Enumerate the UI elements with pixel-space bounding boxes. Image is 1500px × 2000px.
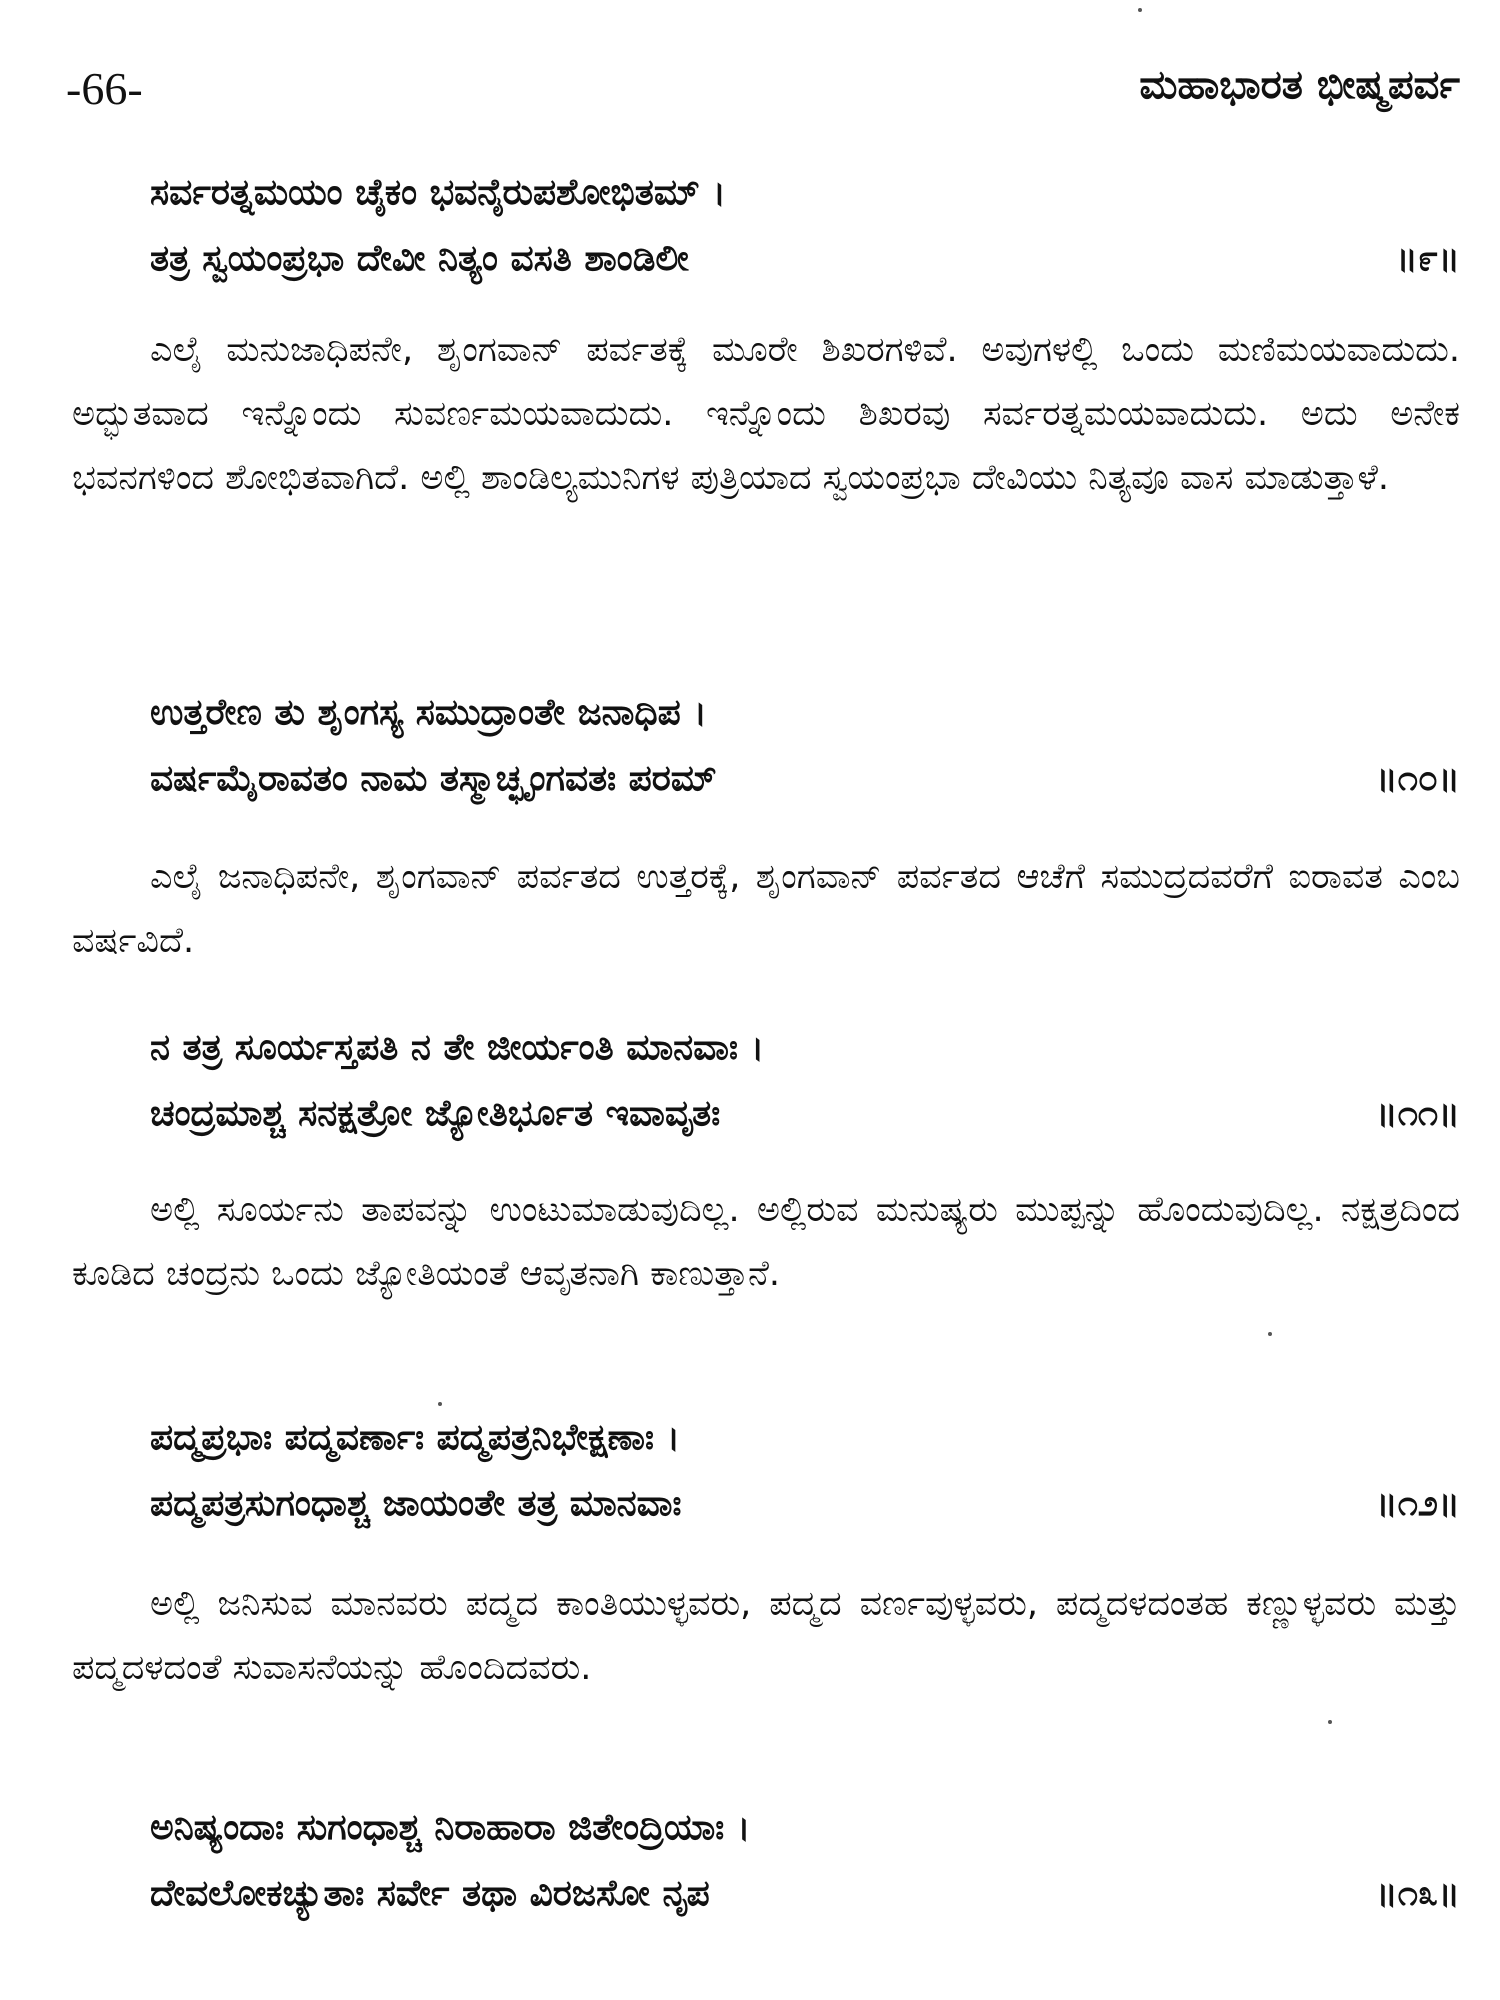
- verse-line: [150, 746, 1460, 812]
- verse-line-text: ಸರ್ವರತ್ನಮಯಂ ಚೈಕಂ ಭವನೈರುಪಶೋಭಿತಮ್ ।: [150, 172, 726, 213]
- verse-line-text: ಚಂದ್ರಮಾಶ್ಚ ಸನಕ್ಷತ್ರೋ ಜ್ಯೋತಿರ್ಭೂತ ಇವಾವೃತಃ: [150, 1093, 721, 1134]
- verse-10: [150, 680, 1460, 812]
- verse-9: [150, 160, 1460, 292]
- scan-speck: [438, 1402, 442, 1406]
- verse-line-text: ಪದ್ಮಪ್ರಭಾಃ ಪದ್ಮವರ್ಣಾಃ ಪದ್ಮಪತ್ರನಿಭೇಕ್ಷಣಾಃ ।: [150, 1417, 681, 1458]
- verse-line-text: ದೇವಲೋಕಚ್ಯುತಾಃ ಸರ್ವೇ ತಥಾ ವಿರಜಸೋ ನೃಪ: [150, 1873, 710, 1914]
- verse-line-text: ಉತ್ತರೇಣ ತು ಶೃಂಗಸ್ಯ ಸಮುದ್ರಾಂತೇ ಜನಾಧಿಪ ।: [150, 692, 707, 733]
- verse-line: [150, 680, 1460, 746]
- commentary-paragraph: ಅಲ್ಲಿ ಸೂರ್ಯನು ತಾಪವನ್ನು ಉಂಟುಮಾಡುವುದಿಲ್ಲ. ಅಲ್ಲಿರುವ ಮನುಷ್ಯರು ಮುಪ್ಪನ್ನು ಹೊಂದುವುದಿಲ್ಲ. ನಕ್ಷತ್ರದಿಂದ ಕೂಡಿದ ಚಂದ್ರನು ಒಂದು ಜ್ಯೋತಿಯಂತೆ ಆವೃತನಾಗಿ ಕಾಣುತ್ತಾನೆ.: [72, 1190, 1460, 1294]
- verse-line-text: ಅನಿಷ್ಯಂದಾಃ ಸುಗಂಧಾಶ್ಚ ನಿರಾಹಾರಾ ಜಿತೇಂದ್ರಿಯಾಃ ।: [150, 1807, 751, 1848]
- verse-line: [150, 1471, 1460, 1537]
- verse-line-text: ತತ್ರ ಸ್ವಯಂಪ್ರಭಾ ದೇವೀ ನಿತ್ಯಂ ವಸತಿ ಶಾಂಡಿಲೀ: [150, 238, 689, 279]
- verse-number: ॥೧೨॥: [1375, 1483, 1460, 1524]
- scan-speck: [1328, 1720, 1332, 1724]
- verse-line: [150, 1861, 1460, 1927]
- verse-number: ॥೯॥: [1395, 238, 1460, 279]
- commentary-paragraph: ಎಲೈ ಮನುಜಾಧಿಪನೇ, ಶೃಂಗವಾನ್ ಪರ್ವತಕ್ಕೆ ಮೂರೇ ಶಿಖರಗಳಿವೆ. ಅವುಗಳಲ್ಲಿ ಒಂದು ಮಣಿಮಯವಾದುದು. ಅದ್ಭುತವಾದ ಇನ್ನೊಂದು ಸುವರ್ಣಮಯವಾದುದು. ಇನ್ನೊಂದು ಶಿಖರವು ಸರ್ವರತ್ನಮಯವಾದುದು. ಅದು ಅನೇಕ ಭವನಗಳಿಂದ ಶೋಭಿತವಾಗಿದೆ. ಅಲ್ಲಿ ಶಾಂಡಿಲ್ಯಮುನಿಗಳ ಪುತ್ರಿಯಾದ ಸ್ವಯಂಪ್ರಭಾ ದೇವಿಯು ನಿತ್ಯವೂ ವಾಸ ಮಾಡುತ್ತಾಳೆ.: [72, 330, 1460, 498]
- verse-line: [150, 226, 1460, 292]
- verse-number: ॥೧೩॥: [1375, 1873, 1460, 1914]
- verse-line: [150, 1795, 1460, 1861]
- page-header: [66, 62, 1460, 122]
- commentary-paragraph: ಅಲ್ಲಿ ಜನಿಸುವ ಮಾನವರು ಪದ್ಮದ ಕಾಂತಿಯುಳ್ಳವರು, ಪದ್ಮದ ವರ್ಣವುಳ್ಳವರು, ಪದ್ಮದಳದಂತಹ ಕಣ್ಣುಳ್ಳವರು ಮತ್ತು ಪದ್ಮದಳದಂತೆ ಸುವಾಸನೆಯನ್ನು ಹೊಂದಿದವರು.: [72, 1584, 1460, 1688]
- verse-line: [150, 1405, 1460, 1471]
- verse-12: [150, 1405, 1460, 1537]
- verse-line: [150, 160, 1460, 226]
- running-title: ಮಹಾಭಾರತ ಭೀಷ್ಮಪರ್ವ: [1139, 62, 1460, 108]
- verse-number: ॥೧೦॥: [1375, 758, 1460, 799]
- verse-number: ॥೧೧॥: [1375, 1093, 1460, 1134]
- scan-speck: [1138, 8, 1142, 12]
- verse-line-text: ನ ತತ್ರ ಸೂರ್ಯಸ್ತಪತಿ ನ ತೇ ಜೀರ್ಯಂತಿ ಮಾನವಾಃ ।: [150, 1027, 765, 1068]
- verse-line: [150, 1015, 1460, 1081]
- verse-line: [150, 1081, 1460, 1147]
- verse-11: [150, 1015, 1460, 1147]
- commentary-paragraph: ಎಲೈ ಜನಾಧಿಪನೇ, ಶೃಂಗವಾನ್ ಪರ್ವತದ ಉತ್ತರಕ್ಕೆ, ಶೃಂಗವಾನ್ ಪರ್ವತದ ಆಚೆಗೆ ಸಮುದ್ರದವರೆಗೆ ಐರಾವತ ಎಂಬ ವರ್ಷವಿದೆ.: [72, 857, 1460, 961]
- verse-line-text: ವರ್ಷಮೈರಾವತಂ ನಾಮ ತಸ್ಮಾಚ್ಛೃಂಗವತಃ ಪರಮ್: [150, 758, 717, 799]
- scan-speck: [1268, 1332, 1272, 1336]
- page-number: -66-: [66, 63, 143, 114]
- verse-13: [150, 1795, 1460, 1927]
- verse-line-text: ಪದ್ಮಪತ್ರಸುಗಂಧಾಶ್ಚ ಜಾಯಂತೇ ತತ್ರ ಮಾನವಾಃ: [150, 1483, 682, 1524]
